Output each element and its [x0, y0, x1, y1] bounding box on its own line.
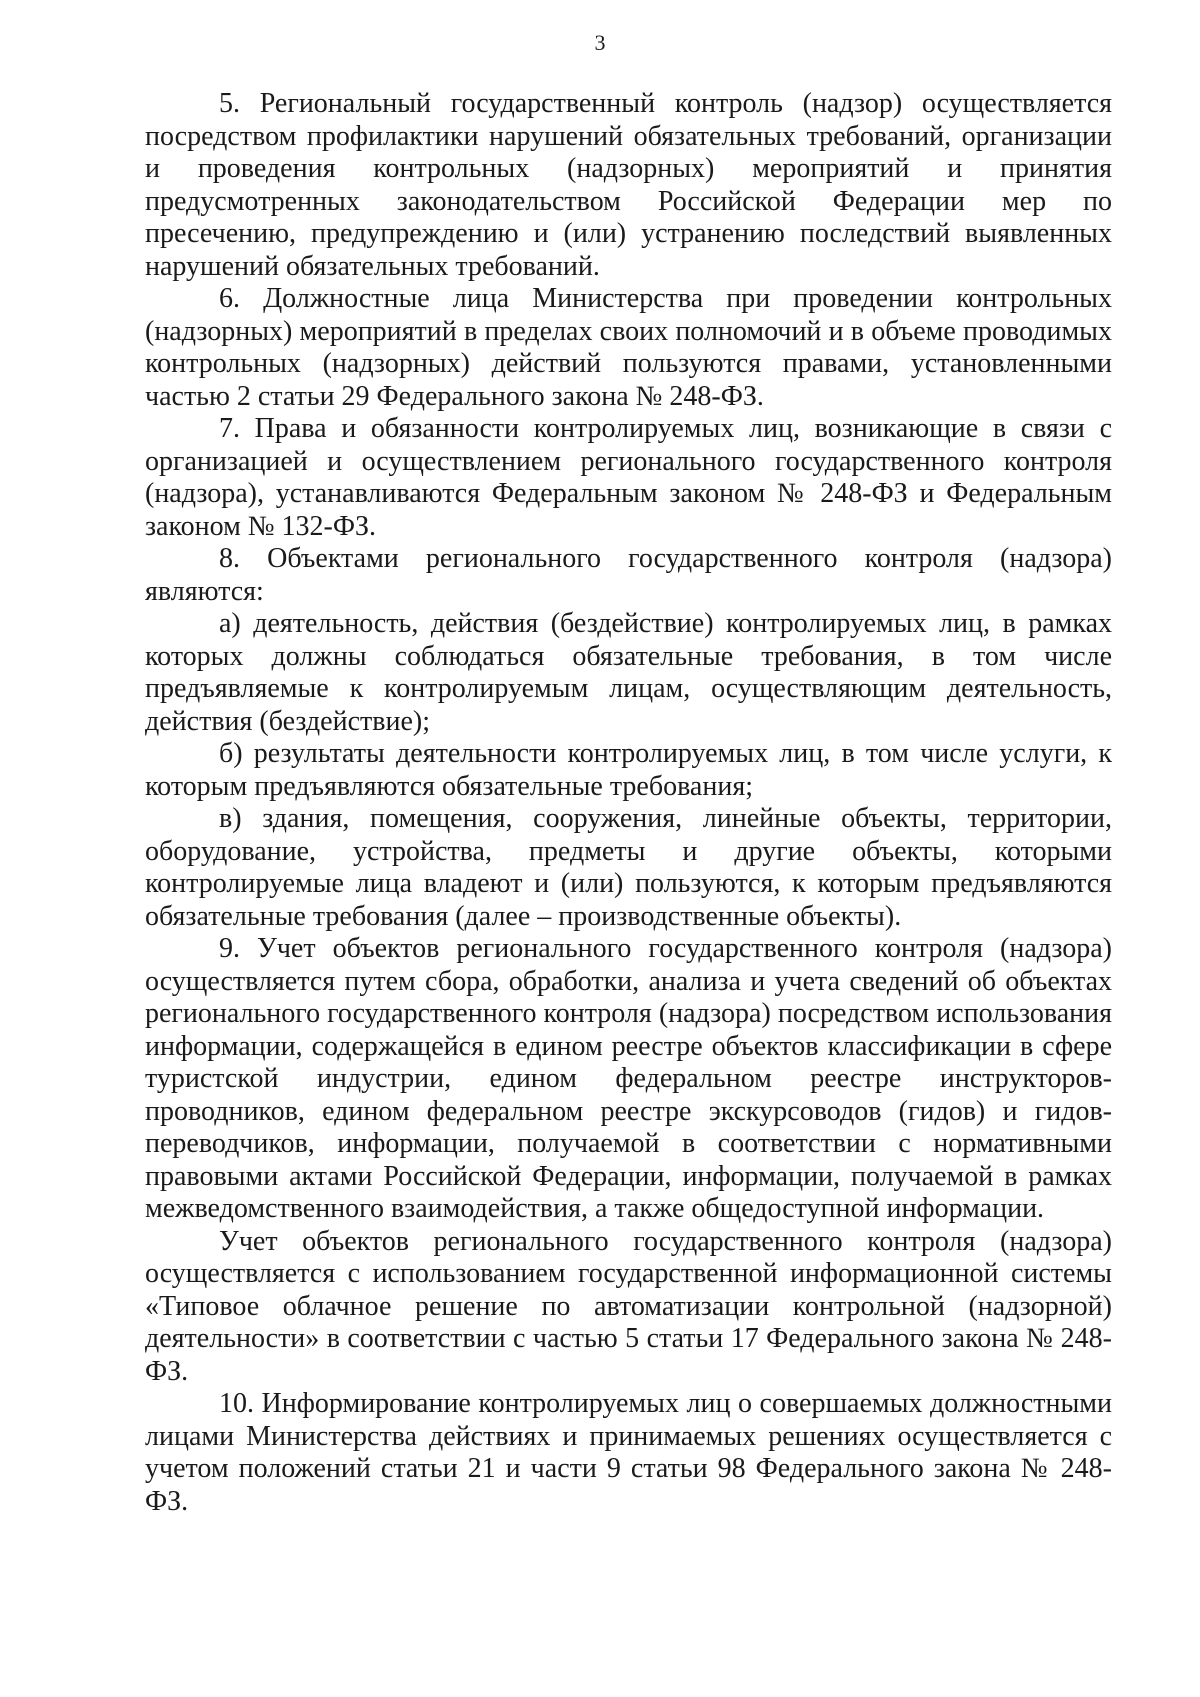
paragraph-9-continued: Учет объектов регионального государственного контроля (надзора) осуществляется с использованием государственной информационной системы «Типовое облачное решение по автоматизации контрольной (надзорной) деятельности» в соответствии с частью 5 статьи 17 Федерального закона № 248-ФЗ.	[145, 1225, 1112, 1387]
paragraph-10: 10. Информирование контролируемых лиц о совершаемых должностными лицами Министерства действиях и принимаемых решениях осуществляется с учетом положений статьи 21 и части 9 статьи 98 Федерального закона № 248-ФЗ.	[145, 1388, 1112, 1517]
paragraph-5: 5. Региональный государственный контроль (надзор) осуществляется посредством профилактики нарушений обязательных требований, организации и проведения контрольных (надзорных) мероприятий и принятия предусмотренных законодательством Российской Федерации мер по пресечению, предупреждению и (или) устранению последствий выявленных нарушений обязательных требований.	[145, 88, 1112, 282]
paragraph-7: 7. Права и обязанности контролируемых лиц, возникающие в связи с организацией и осуществлением регионального государственного контроля (надзора), устанавливаются Федеральным законом № 248-ФЗ и Федеральным законом № 132-ФЗ.	[145, 413, 1112, 542]
paragraph-8: 8. Объектами регионального государственного контроля (надзора) являются:	[145, 543, 1112, 607]
paragraph-6: 6. Должностные лица Министерства при проведении контрольных (надзорных) мероприятий в пределах своих полномочий и в объеме проводимых контрольных (надзорных) действий пользуются правами, установленными частью 2 статьи 29 Федерального закона № 248-ФЗ.	[145, 283, 1112, 412]
paragraph-8-v: в) здания, помещения, сооружения, линейные объекты, территории, оборудование, устройства, предметы и другие объекты, которыми контролируемые лица владеют и (или) пользуются, к которым предъявляются обязательные требования (далее – производственные объекты).	[145, 803, 1112, 932]
paragraph-9: 9. Учет объектов регионального государственного контроля (надзора) осуществляется путем сбора, обработки, анализа и учета сведений об объектах регионального государственного контроля (надзора) посредством использования информации, содержащейся в едином реестре объектов классификации в сфере туристской индустрии, едином федеральном реестре инструкторов-проводников, едином федеральном реестре экскурсоводов (гидов) и гидов-переводчиков, информации, получаемой в соответствии с нормативными правовыми актами Российской Федерации, информации, получаемой в рамках межведомственного взаимодействия, а также общедоступной информации.	[145, 933, 1112, 1224]
document-body	[145, 88, 1112, 1518]
page-number: 3	[594, 30, 606, 55]
paragraph-8-a: а) деятельность, действия (бездействие) контролируемых лиц, в рамках которых должны соблюдаться обязательные требования, в том числе предъявляемые к контролируемым лицам, осуществляющим деятельность, действия (бездействие);	[145, 608, 1112, 737]
paragraph-8-b: б) результаты деятельности контролируемых лиц, в том числе услуги, к которым предъявляются обязательные требования;	[145, 738, 1112, 802]
